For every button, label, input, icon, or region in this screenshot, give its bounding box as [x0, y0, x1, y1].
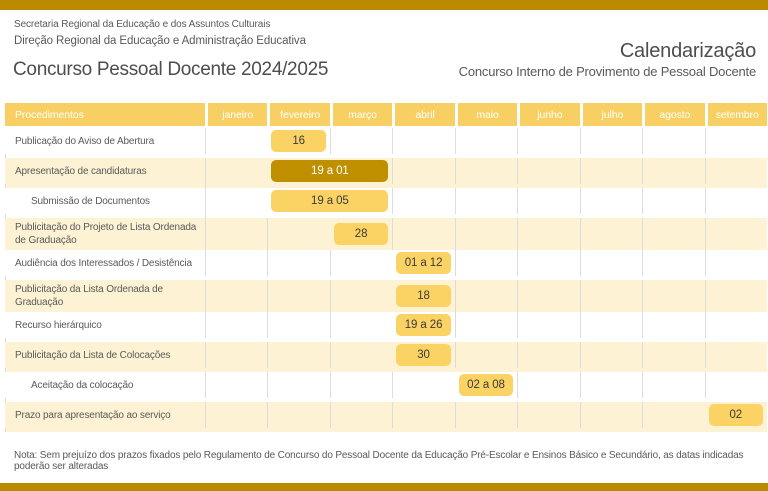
month-cell	[392, 158, 454, 184]
procedure-label: Prazo para apresentação ao serviço	[15, 409, 171, 421]
month-cell	[330, 372, 392, 398]
month-cell	[580, 218, 642, 250]
month-cell	[330, 128, 392, 154]
month-cell	[517, 342, 579, 368]
month-cell	[517, 218, 579, 250]
month-cell	[705, 250, 767, 276]
month-cell	[705, 158, 767, 184]
month-cell	[517, 250, 579, 276]
month-cell	[267, 280, 329, 312]
month-cell	[705, 218, 767, 250]
month-cell	[267, 402, 329, 428]
month-header-cell: abril	[392, 103, 454, 126]
month-cell	[205, 280, 267, 312]
procedure-row	[5, 218, 767, 250]
date-pill: 18	[396, 285, 450, 307]
procedure-label: Aceitação da colocação	[31, 379, 134, 391]
month-cell	[517, 280, 579, 312]
month-cell	[330, 342, 392, 368]
procedure-row	[5, 402, 767, 432]
month-cell	[517, 158, 579, 184]
month-cell	[705, 188, 767, 214]
month-cell	[455, 342, 517, 368]
date-pill: 19 a 01	[271, 160, 388, 182]
month-cell	[642, 280, 704, 312]
date-pill: 16	[271, 130, 325, 152]
procedure-label: Publicitação da Lista Ordenada de Graduação	[15, 284, 163, 308]
procedure-row	[5, 372, 767, 402]
month-cell	[392, 188, 454, 214]
month-cell	[330, 280, 392, 312]
procedure-row	[5, 250, 767, 280]
footnote: Nota: Sem prejuízo dos prazos fixados pelo Regulamento de Concurso do Pessoal Docente da Educação Pré-Escolar e Ensinos Básico e Secundário, as datas indicadas poderão ser alteradas	[14, 450, 744, 472]
month-header-cell: agosto	[642, 103, 704, 126]
procedure-row	[5, 158, 767, 188]
month-cell	[580, 128, 642, 154]
procedure-label: Publicitação do Projeto de Lista Ordenada de Graduação	[15, 222, 197, 246]
month-cell	[205, 372, 267, 398]
month-cell	[517, 128, 579, 154]
procedure-row	[5, 342, 767, 372]
month-cell	[705, 312, 767, 338]
month-cell	[455, 158, 517, 184]
month-cell	[580, 342, 642, 368]
date-pill: 30	[396, 344, 450, 366]
month-header-cell: junho	[517, 103, 579, 126]
month-cell	[205, 402, 267, 428]
date-pill: 28	[334, 223, 388, 245]
month-cell	[205, 312, 267, 338]
month-cell	[205, 218, 267, 250]
month-cell	[205, 188, 267, 214]
month-cell	[392, 372, 454, 398]
month-cell	[517, 188, 579, 214]
calendar-title: Calendarização	[619, 40, 756, 62]
bottom-accent-bar	[0, 483, 768, 491]
month-cell	[642, 188, 704, 214]
month-header-row	[5, 103, 767, 126]
month-cell	[330, 250, 392, 276]
month-cell	[330, 402, 392, 428]
procedures-column-header: Procedimentos	[5, 103, 205, 126]
procedure-label: Recurso hierárquico	[15, 319, 102, 331]
date-pill: 02	[709, 404, 763, 426]
procedure-row	[5, 188, 767, 218]
month-cell	[580, 250, 642, 276]
procedure-row	[5, 128, 767, 158]
month-cell	[705, 128, 767, 154]
month-cell	[642, 128, 704, 154]
month-header-cell: maio	[455, 103, 517, 126]
month-cell	[5, 428, 205, 432]
month-cell	[705, 342, 767, 368]
month-cell	[705, 280, 767, 312]
procedure-label: Audiência dos Interessados / Desistência	[15, 257, 192, 269]
month-cell	[642, 312, 704, 338]
procedure-label: Submissão de Documentos	[31, 195, 150, 207]
calendar-subtitle: Concurso Interno de Provimento de Pessoal Docente	[458, 64, 756, 79]
month-cell	[517, 402, 579, 428]
month-cell	[205, 250, 267, 276]
month-header-cell: fevereiro	[267, 103, 329, 126]
month-cell	[517, 372, 579, 398]
document-title: Concurso Pessoal Docente 2024/2025	[13, 59, 329, 80]
month-cell	[642, 158, 704, 184]
top-accent-bar	[0, 0, 768, 10]
month-cell	[267, 218, 329, 250]
calendar-table	[5, 103, 767, 432]
month-cell	[642, 372, 704, 398]
month-cell	[455, 250, 517, 276]
month-header-cell: setembro	[705, 103, 767, 126]
month-cell	[455, 312, 517, 338]
month-cell	[580, 280, 642, 312]
org-line-2: Direção Regional da Educação e Administração Educativa	[14, 35, 306, 47]
org-line-1: Secretaria Regional da Educação e dos Assuntos Culturais	[14, 19, 271, 30]
month-cell	[642, 218, 704, 250]
month-cell	[517, 312, 579, 338]
month-cell	[642, 250, 704, 276]
month-cell	[580, 158, 642, 184]
month-cell	[642, 342, 704, 368]
procedure-label: Publicação do Aviso de Abertura	[15, 135, 155, 147]
month-cell	[580, 188, 642, 214]
month-cell	[267, 372, 329, 398]
month-cell	[267, 312, 329, 338]
date-pill: 19 a 05	[271, 190, 388, 212]
month-cell	[392, 402, 454, 428]
month-header-cell: março	[330, 103, 392, 126]
table-body	[5, 128, 767, 432]
month-cell	[455, 280, 517, 312]
month-header-cell: janeiro	[205, 103, 267, 126]
month-cell	[455, 218, 517, 250]
procedure-row	[5, 280, 767, 312]
month-cell	[455, 188, 517, 214]
month-cell	[455, 128, 517, 154]
month-cell	[705, 372, 767, 398]
month-cell	[205, 128, 267, 154]
month-cell	[330, 312, 392, 338]
month-cell	[205, 158, 267, 184]
date-pill: 19 a 26	[396, 314, 450, 336]
date-pill: 02 a 08	[459, 374, 513, 396]
month-cell	[580, 402, 642, 428]
date-pill: 01 a 12	[396, 252, 450, 274]
procedure-label: Apresentação de candidaturas	[15, 165, 147, 177]
procedure-row	[5, 312, 767, 342]
month-cell	[580, 312, 642, 338]
procedure-label: Publicitação da Lista de Colocações	[15, 349, 171, 361]
month-cell	[580, 372, 642, 398]
month-cell	[392, 128, 454, 154]
month-cell	[267, 342, 329, 368]
month-cell	[205, 342, 267, 368]
month-header-cell: julho	[580, 103, 642, 126]
month-cell	[455, 402, 517, 428]
month-cell	[642, 402, 704, 428]
month-cell	[392, 218, 454, 250]
month-cell	[267, 250, 329, 276]
